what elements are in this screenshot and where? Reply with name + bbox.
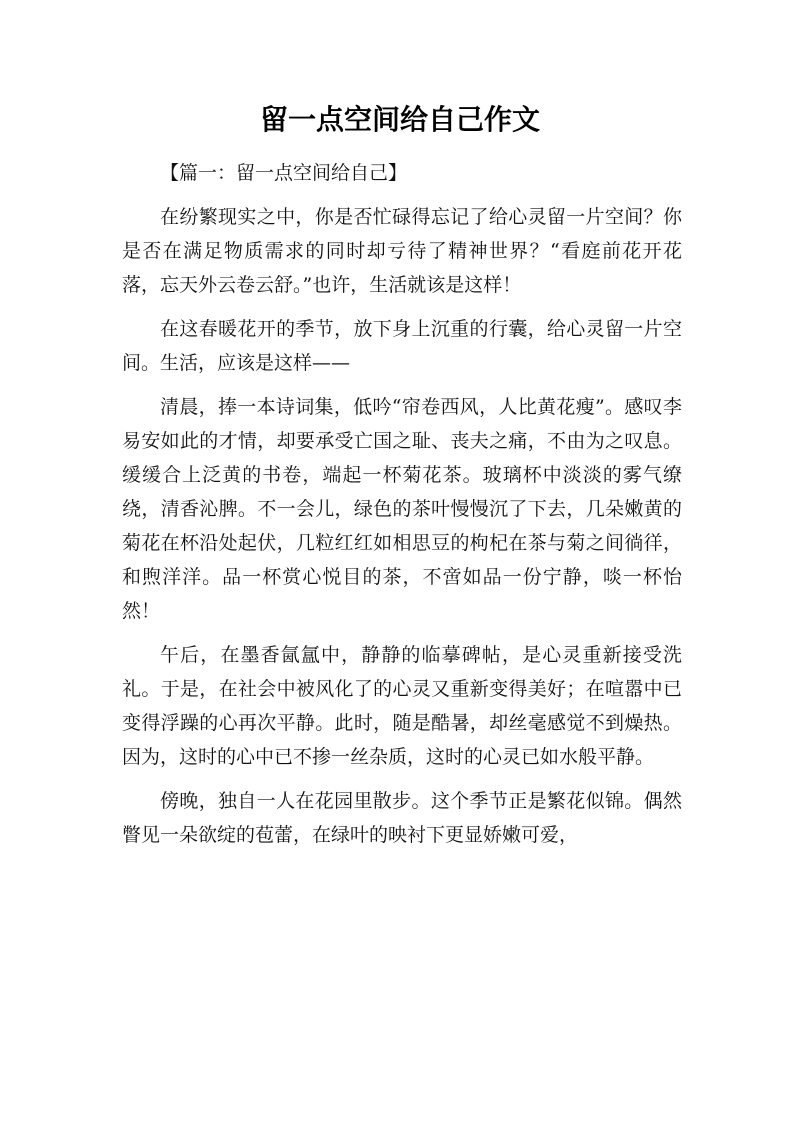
paragraph-3: 清晨，捧一本诗词集，低吟“帘卷西风，人比黄花瘦”。感叹李易安如此的才情，却要承受亡国之耻、丧夫之痛，不由为之叹息。缓缓合上泛黄的书卷，端起一杯菊花茶。玻璃杯中淡淡的雾气缭绕，清香沁脾。不一会儿，绿色的茶叶慢慢沉了下去，几朵嫩黄的菊花在杯沿处起伏，几粒红红如相思豆的枸杞在茶与菊之间徜徉，和煦洋洋。品一杯赏心悦目的茶，不啻如品一份宁静，啖一杯怡然！ xyxy=(122,396,682,622)
paragraph-4: 午后，在墨香氤氲中，静静的临摹碑帖，是心灵重新接受洗礼。于是，在社会中被风化了的心灵又重新变得美好；在喧嚣中已变得浮躁的心再次平静。此时，随是酷暑，却丝毫感觉不到燥热。因为，这时的心中已不掺一丝杂质，这时的心灵已如水般平静。 xyxy=(122,644,682,768)
section-heading: 【篇一：留一点空间给自己】 xyxy=(160,162,408,184)
document-title: 留一点空间给自己作文 xyxy=(259,103,540,136)
paragraph-5: 傍晚，独自一人在花园里散步。这个季节正是繁花似锦。偶然瞥见一朵欲绽的苞蕾，在绿叶的映衬下更显娇嫩可爱， xyxy=(122,790,682,846)
paragraph-2: 在这春暖花开的季节，放下身上沉重的行囊，给心灵留一片空间。生活，应该是这样—— xyxy=(122,318,682,374)
paragraph-1: 在纷繁现实之中，你是否忙碌得忘记了给心灵留一片空间？你是否在满足物质需求的同时却亏待了精神世界？“看庭前花开花落，忘天外云卷云舒。”也许，生活就该是这样！ xyxy=(122,206,682,296)
document-body xyxy=(122,156,682,862)
